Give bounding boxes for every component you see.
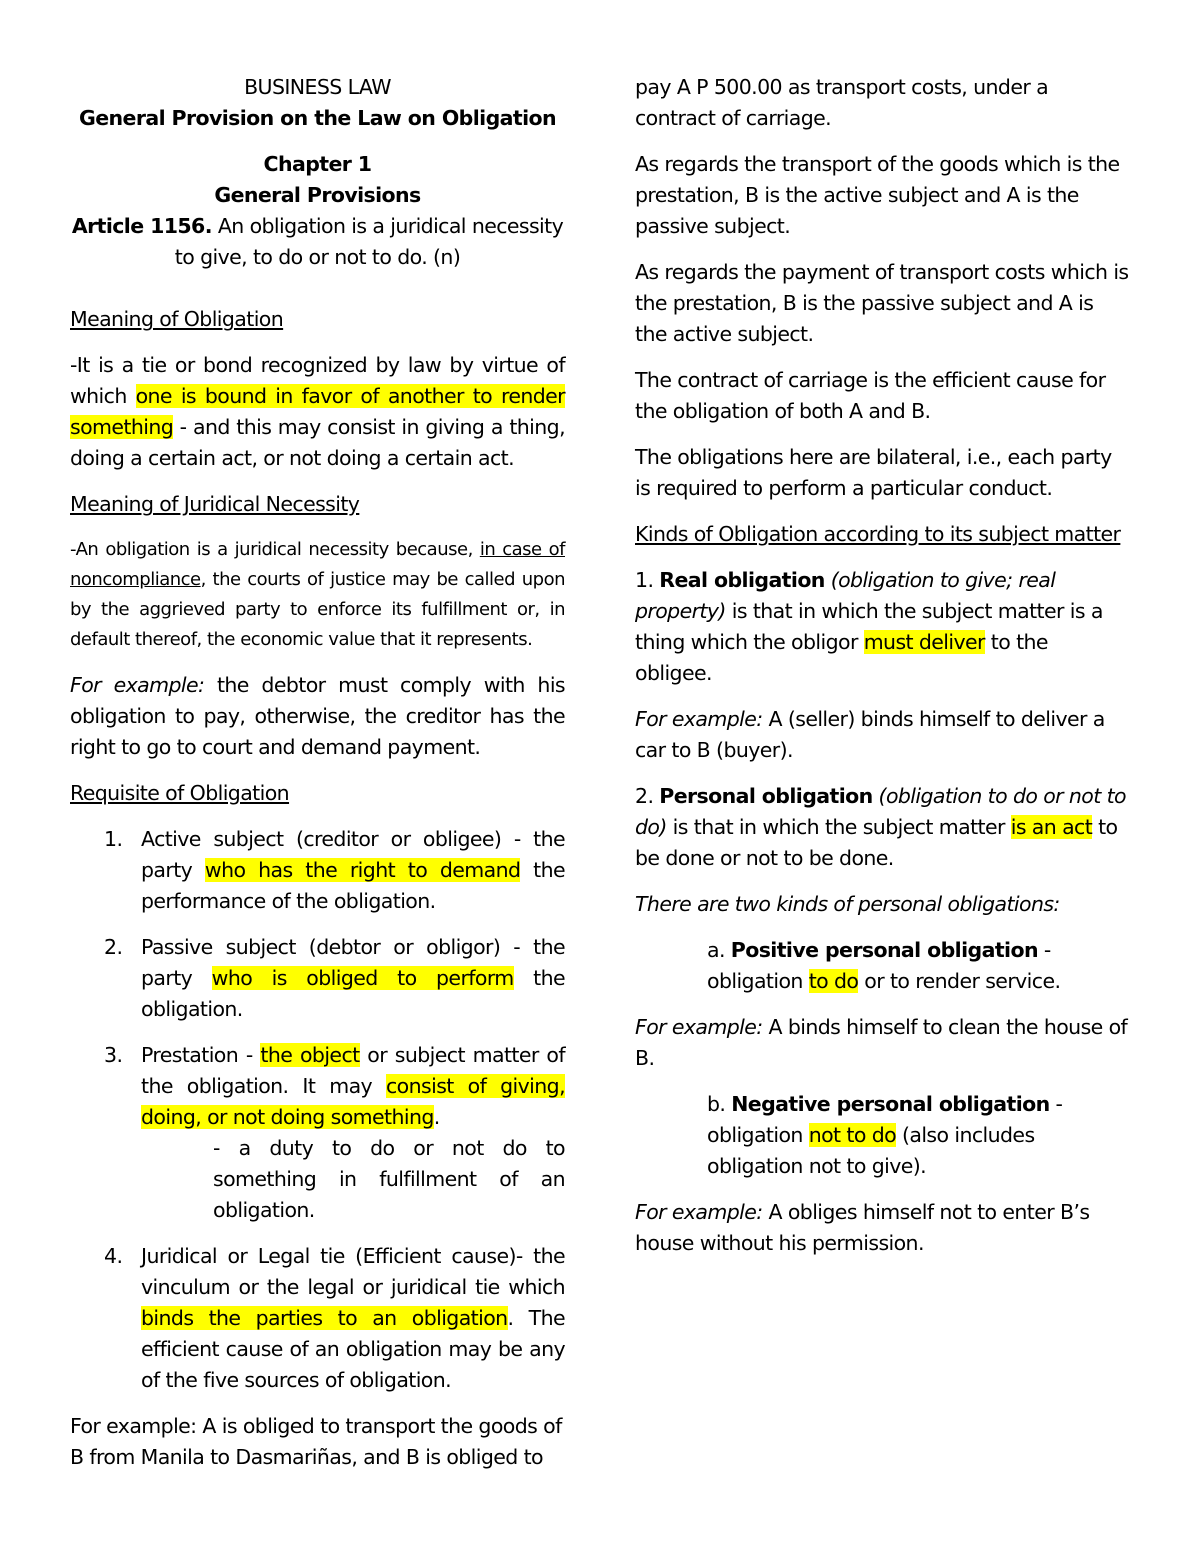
text-run: -An obligation is a juridical necessity because, [70, 539, 480, 560]
text-run: A binds himself to clean the house of B. [635, 1015, 1128, 1070]
document-subtitle: General Provision on the Law on Obligation [79, 106, 556, 130]
list-item [70, 1241, 565, 1396]
italic-text: (obligation to do or not to do) [635, 784, 1126, 839]
text-run: to be done or not to be done. [635, 815, 1118, 870]
text-run: A (seller) binds himself to deliver a car to B (buyer). [635, 707, 1105, 762]
bilateral-paragraph: The obligations here are bilateral, i.e., each party is required to perform a particular conduct. [635, 445, 1112, 500]
list-number: 2. [104, 935, 123, 959]
list-number: 3. [104, 1043, 123, 1067]
example-transport-start: For example: A is obliged to transport the goods of B from Manila to Dasmariñas, and B is obliged to [70, 1414, 562, 1469]
text-run: Passive subject (debtor or obligor) - the party [141, 935, 565, 990]
text-run: is that in which the subject matter [666, 815, 1011, 839]
text-run: to the obligee. [635, 630, 1048, 685]
example-label: For example: [635, 1015, 763, 1039]
highlighted-text: binds the parties to an obligation [141, 1306, 508, 1330]
article-1156 [70, 211, 565, 273]
list-number: 4. [104, 1244, 123, 1268]
highlighted-text: who has the right to demand [204, 858, 521, 882]
chapter-number: Chapter 1 [263, 152, 372, 176]
article-label: Article 1156. [71, 214, 212, 238]
example-debtor [70, 670, 565, 763]
real-obligation-paragraph [635, 565, 1130, 689]
positive-obligation-example [635, 1012, 1130, 1074]
text-run: b. [707, 1092, 732, 1116]
highlighted-text: consist of giving, doing, or not doing something [141, 1074, 565, 1129]
payment-paragraph: As regards the payment of transport costs which is the prestation, B is the passive subject and A is the active subject. [635, 260, 1129, 346]
highlighted-text: is an act [1010, 815, 1093, 839]
text-run: A obliges himself not to enter B’s house without his permission. [635, 1200, 1090, 1255]
text-run: 1. [635, 568, 660, 592]
text-run: the performance of the obligation. [141, 858, 565, 913]
list-number: 1. [104, 827, 123, 851]
negative-obligation-example [635, 1197, 1130, 1259]
underlined-text: in case of noncompliance [70, 539, 565, 590]
text-run: Active subject (creditor or obligee) - the party [141, 827, 565, 882]
term-label: Negative personal obligation [731, 1092, 1050, 1116]
list-item [70, 932, 565, 1025]
right-column [635, 72, 1130, 1259]
italic-text: (obligation to give; real property) [635, 568, 1056, 623]
negative-obligation-item [635, 1089, 1130, 1182]
term-label: Real obligation [659, 568, 825, 592]
text-run: (also includes obligation not to give). [707, 1123, 1035, 1178]
meaning-obligation-heading: Meaning of Obligation [70, 307, 284, 331]
text-run: . The efficient cause of an obligation may be any of the five sources of obligation. [141, 1306, 565, 1392]
text-run: - obligation [707, 1092, 1063, 1147]
text-run: a. [707, 938, 731, 962]
highlighted-text: the object [260, 1043, 360, 1067]
highlighted-text: not to do [808, 1123, 897, 1147]
efficient-cause-paragraph: The contract of carriage is the efficient cause for the obligation of both A and B. [635, 368, 1106, 423]
transport-paragraph: As regards the transport of the goods which is the prestation, B is the active subject and A is the passive subject. [635, 152, 1120, 238]
positive-obligation-item [635, 935, 1130, 997]
two-kinds-text: There are two kinds of personal obligations: [635, 892, 1060, 916]
chapter-title: General Provisions [214, 183, 421, 207]
text-run: . [433, 1105, 440, 1129]
kinds-heading: Kinds of Obligation according to its subject matter [635, 522, 1121, 546]
requisites-list [70, 824, 565, 1396]
left-column [70, 72, 565, 1473]
example-label: For example: [635, 707, 763, 731]
text-run: - obligation [707, 938, 1051, 993]
article-text: An obligation is a juridical necessity to give, to do or not to do. (n) [174, 214, 564, 269]
text-run: - and this may consist in giving a thing, doing a certain act, or not doing a certain act. [70, 415, 565, 470]
highlighted-text: must deliver [863, 630, 985, 654]
text-run: Prestation - [141, 1043, 261, 1067]
personal-obligation-paragraph [635, 781, 1130, 874]
highlighted-text: to do [808, 969, 859, 993]
term-label: Personal obligation [659, 784, 873, 808]
text-run: the obligation. [141, 966, 565, 1021]
text-run: is that in which the subject matter is a thing which the obligor [635, 599, 1103, 654]
text-run: -It is a tie or bond recognized by law by virtue of which [70, 353, 565, 408]
highlighted-text: one is bound in favor of another to render something [70, 384, 565, 439]
text-run: or subject matter of the obligation. It may [141, 1043, 565, 1098]
text-run: , the courts of justice may be called upon by the aggrieved party to enforce its fulfillment or, in default thereof, the economic value that it represents. [70, 569, 565, 650]
example-label: For example: [635, 1200, 763, 1224]
list-item [70, 1040, 565, 1226]
example-label: For example: [70, 673, 205, 697]
text-run: 2. [635, 784, 660, 808]
text-run: Juridical or Legal tie (Efficient cause)- the vinculum or the legal or juridical tie which [141, 1244, 565, 1299]
real-obligation-example [635, 704, 1130, 766]
meaning-necessity-paragraph [70, 535, 565, 655]
term-label: Positive personal obligation [730, 938, 1038, 962]
course-title: BUSINESS LAW [244, 75, 391, 99]
text-run: or to render service. [858, 969, 1061, 993]
meaning-obligation-paragraph [70, 350, 565, 474]
requisites-heading: Requisite of Obligation [70, 781, 290, 805]
text-run: the debtor must comply with his obligation to pay, otherwise, the creditor has the right to go to court and demand payment. [70, 673, 565, 759]
example-transport-continued: pay A P 500.00 as transport costs, under a contract of carriage. [635, 75, 1049, 130]
meaning-necessity-heading: Meaning of Juridical Necessity [70, 492, 360, 516]
highlighted-text: who is obliged to perform [211, 966, 514, 990]
prestation-subnote: - a duty to do or not do to something in fulfillment of an obligation. [213, 1136, 565, 1222]
list-item [70, 824, 565, 917]
